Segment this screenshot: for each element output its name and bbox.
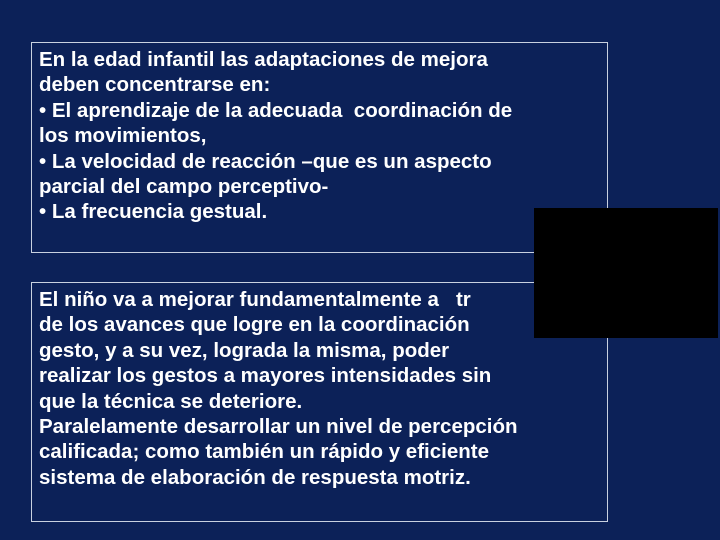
text-line: sistema de elaboración de respuesta motriz. [39,465,471,489]
text-line: que la técnica se deteriore. [39,389,303,413]
text-line: deben concentrarse en: [39,73,271,97]
redaction-block [534,208,718,338]
text-line: El niño va a mejorar fundamentalmente a tr [39,288,471,311]
text-line: Paralelamente desarrollar un nivel de percepción [39,415,518,439]
text-line: los movimientos, [39,124,207,148]
bullet-item: • La frecuencia gestual. [39,200,268,224]
text-line: realizar los gestos a mayores intensidades sin [39,364,492,388]
text-line: calificada; como también un rápido y eficiente [39,440,489,464]
text-box-improvement [31,282,608,522]
text-line: En la edad infantil las adaptaciones de mejora [39,48,488,71]
text-line: gesto, y a su vez, lograda la misma, poder [39,338,450,362]
text-box-adaptations [31,42,608,253]
text-line: parcial del campo perceptivo- [39,175,329,199]
bullet-item: • El aprendizaje de la adecuada coordinación de [39,98,513,122]
bullet-item: • La velocidad de reacción –que es un aspecto [39,149,492,173]
text-line: de los avances que logre en la coordinación [39,313,470,337]
